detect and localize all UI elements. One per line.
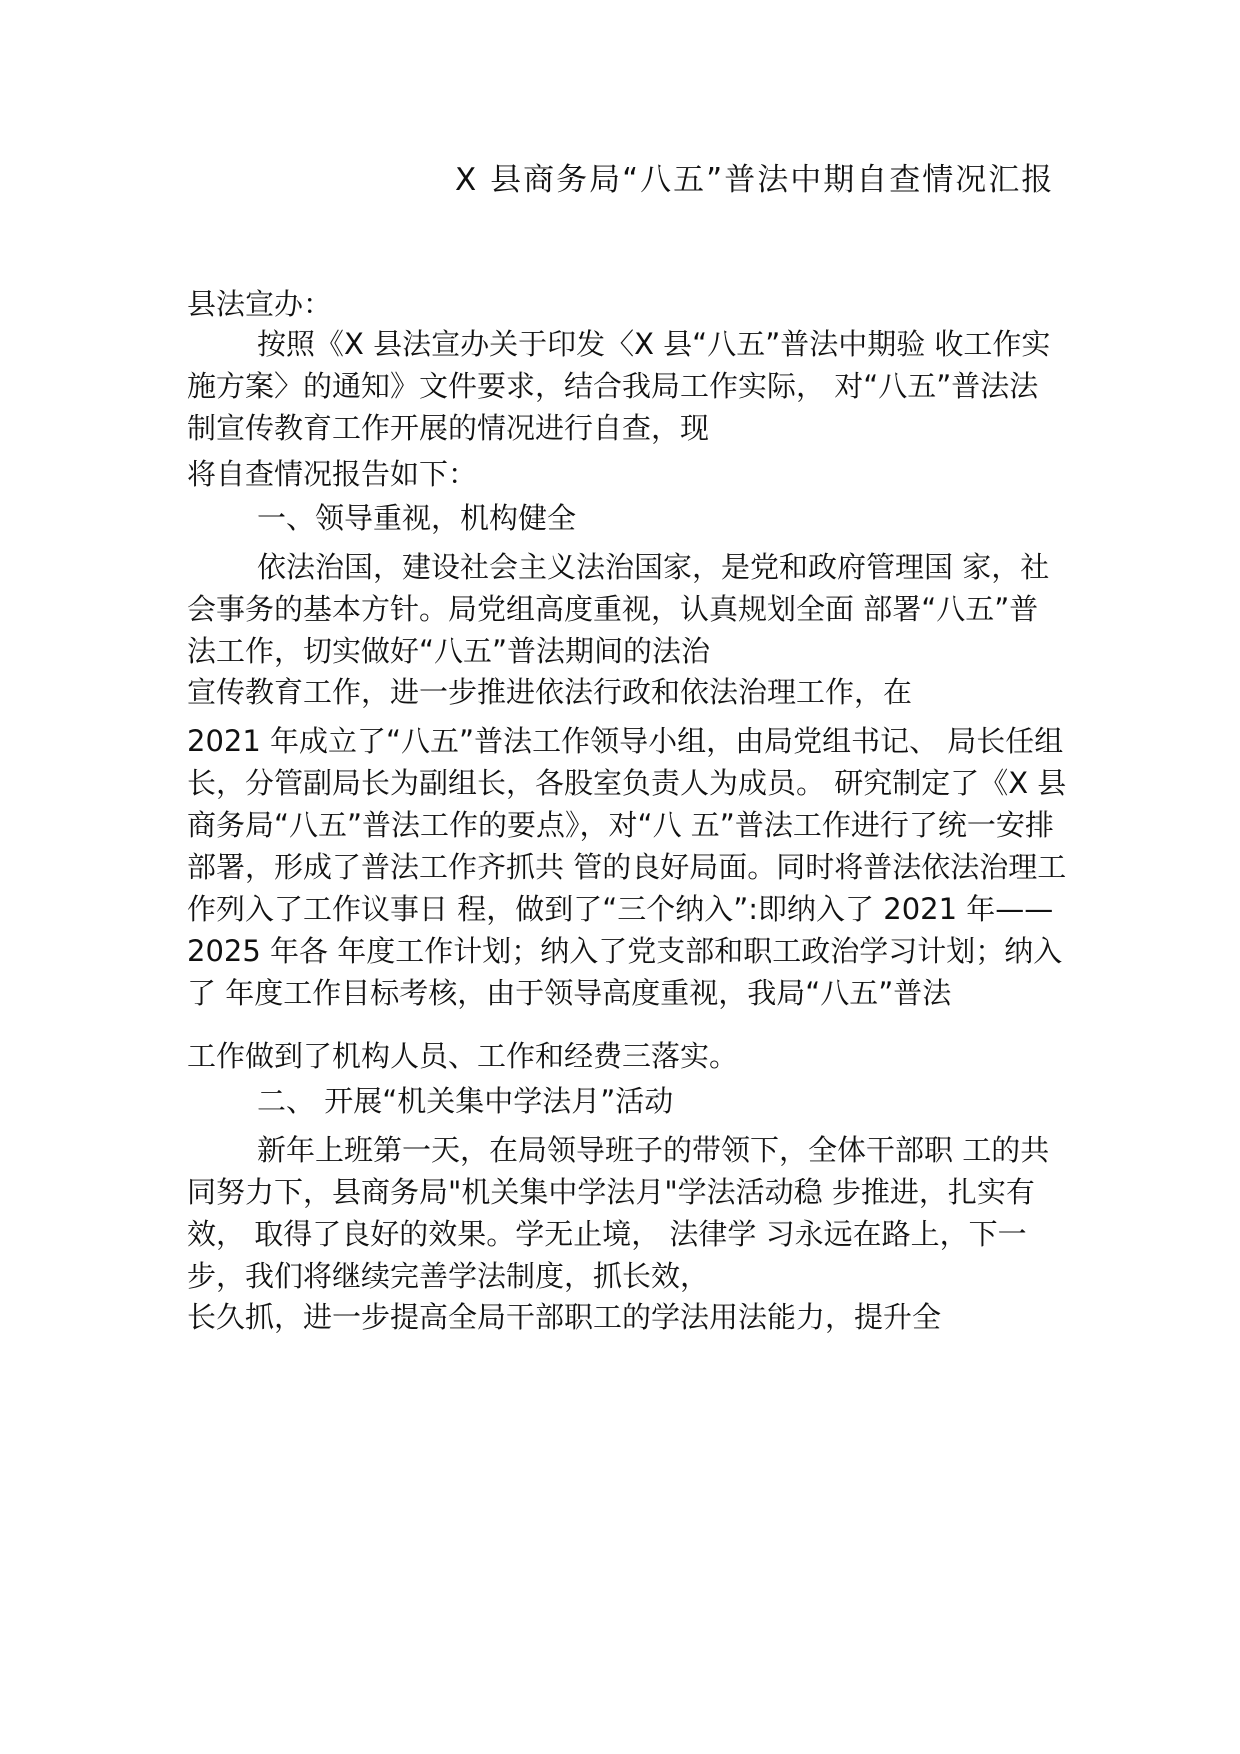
section-heading-1: 一、领导重视，机构健全 — [257, 501, 577, 535]
paragraph-section2-a: 新年上班第一天，在局领导班子的带领下，全体干部职 工的共同努力下，县商务局"机关集中学法月"学法活动稳 步推进，扎实有效， 取得了良好的效果。学无止境， 法律学 习永远在路上，下一步，我们将继续完善学法制度，抓长效， — [187, 1133, 1050, 1293]
paragraph-intro-continued: 将自查情况报告如下： — [187, 457, 478, 491]
salutation: 县法宣办： — [187, 287, 333, 321]
paragraph-section1-a: 依法治国，建设社会主义法治国家，是党和政府管理国 家，社会事务的基本方针。局党组高度重视，认真规划全面 部署“八五”普法工作，切实做好“八五”普法期间的法治 — [187, 550, 1050, 668]
paragraph-section1-c: 2021 年成立了“八五”普法工作领导小组，由局党组书记、 局长任组长，分管副局长为副组长，各股室负责人为成员。 研究制定了《X 县商务局“八五”普法工作的要点》，对“八 五”普法工作进行了统一安排部署，形成了普法工作齐抓共 管的良好局面。同时将普法依法治理工作列入了工作议事日 程，做到了“三个纳入”:即纳入了 2021 年——2025 年各 年度工作计划；纳入了党支部和职工政治学习计划；纳入了 年度工作目标考核，由于领导高度重视，我局“八五”普法 — [187, 724, 1067, 1010]
paragraph-intro: 按照《X 县法宣办关于印发〈X 县“八五”普法中期验 收工作实施方案〉的通知》文件要求，结合我局工作实际， 对“八五”普法法制宣传教育工作开展的情况进行自查，现 — [187, 327, 1051, 445]
paragraph-section1-d: 工作做到了机构人员、工作和经费三落实。 — [187, 1039, 739, 1073]
paragraph-section1-b: 宣传教育工作，进一步推进依法行政和依法治理工作，在 — [187, 675, 913, 709]
document-title: X 县商务局“八五”普法中期自查情况汇报 — [455, 162, 1055, 198]
paragraph-section2-b: 长久抓，进一步提高全局干部职工的学法用法能力，提升全 — [187, 1300, 942, 1334]
section-heading-2: 二、 开展“机关集中学法月”活动 — [257, 1084, 674, 1118]
